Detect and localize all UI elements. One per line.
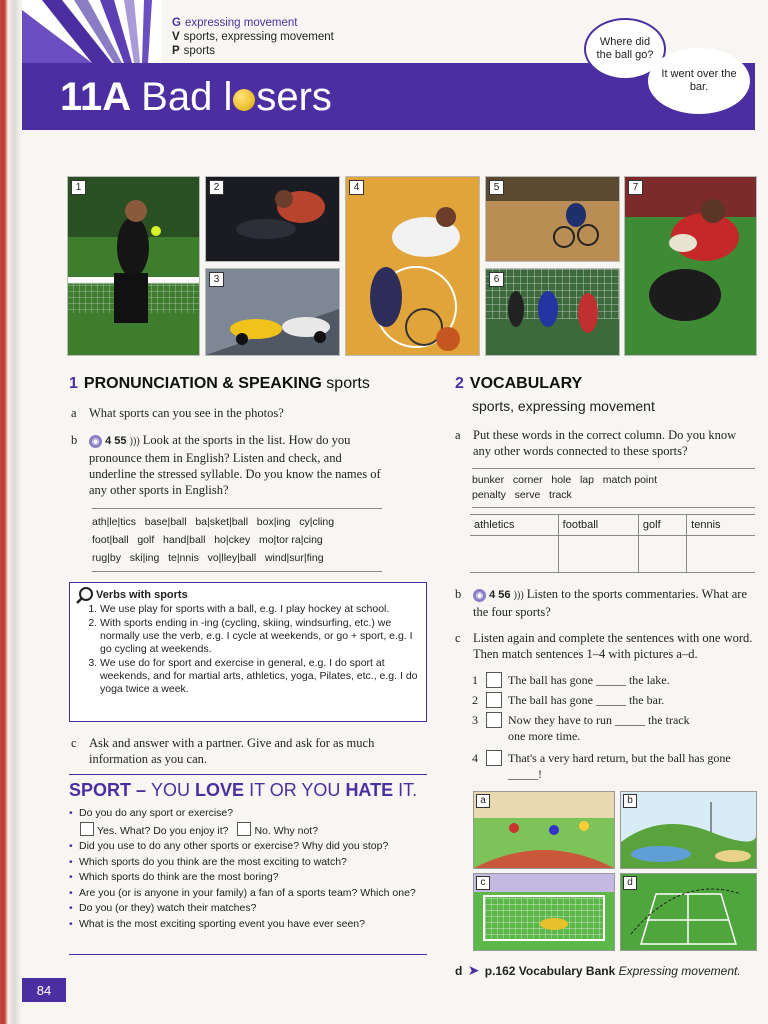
audio-icon: ◉ [89,435,102,448]
note-3: 3. We use do for sport and exercise in general, e.g. I do sport at weekends, and for martial arts, athletics, yoga, Pilates, etc., e.g. I do yoga twice a week. [100,657,420,696]
yes-checkbox[interactable] [80,822,94,836]
speaker-icon: ))) [513,590,524,601]
lesson-focus: G expressing movement V sports, expressing movement P sports [172,17,334,57]
sentence-3: 3 Now they have to run _____ the track one more time. [472,713,690,743]
speech-bubble-answer: It went over the bar. [648,48,750,114]
vocabulary-bank-reference[interactable]: d ➤ p.162 Vocabulary Bank Expressing movement. [455,962,741,978]
note-1: 1. We use play for sports with a ball, e.g. I play hockey at school. [100,603,420,616]
question-4: • Which sports do think are the most boring? [69,870,429,886]
photo-rugby: 7 [624,176,757,356]
audio-icon: ◉ [473,589,486,602]
photo-handball: 6 [485,268,620,356]
book-spine [0,0,22,1024]
column-football: football [558,515,638,536]
verbs-with-sports-box: Verbs with sports 1. We use play for sports with a ball, e.g. I play hockey at school. 2. With sports ending in -ing (cycling, skiing, windsurfing, etc.) we normally use the verb, e.g. I cycle at weekends, or go + sport, e.g. I go cycling at weekends. 3. We use do for sport and exercise in general, e.g. I do sport at weekends, and for martial arts, athletics, yoga, Pilates, etc., e.g. I do yoga twice a week. [69,582,427,722]
magnifier-icon [76,586,94,604]
photo-boxing: 2 [205,176,340,262]
exercise-1a: a What sports can you see in the photos? [71,406,284,420]
section-1-heading: 1 PRONUNCIATION & SPEAKING sports [69,375,370,392]
column-golf: golf [638,515,686,536]
tennis-ball-icon [233,89,255,111]
question-2: • Did you use to do any other sports or exercise? Why did you stop? [69,839,429,855]
question-6: • Do you (or they) watch their matches? [69,901,429,917]
sentence-1: 1 The ball has gone _____ the lake. [472,673,670,687]
sentence-2: 2 The ball has gone _____ the bar. [472,693,665,707]
exercise-1b: b ◉ 4 55 ))) Look at the sports in the list. How do you pronounce them in English? Listen and check, and underline the stressed syllable. Do you know the names of any other sports in English? [71,433,381,497]
photo-basketball: 4 [345,176,480,356]
exercise-2a: a Put these words in the correct column. Do you know any other words connected to these sports? [455,428,737,458]
divider [69,954,427,955]
sport-questions: • Do you do any sport or exercise? Yes. What? Do you enjoy it? No. Why not? • Did you use to do any other sports or exercise? Why did you stop? • Which sports do you think are the most exciting to watch? • Which sports do think are the most boring? • Are you (or is anyone in your family) a fan of a sports team? Which one? • Do you (or they) watch their matches? • What is the most exciting sporting event you have ever seen? [69,806,429,932]
sentence-4: 4 That's a very hard return, but the ball has gone _____! [472,751,731,781]
answer-cell[interactable] [687,536,755,573]
section-2-heading: 2 VOCABULARY [455,375,583,392]
column-tennis: tennis [687,515,755,536]
exercise-1c: c Ask and answer with a partner. Give and ask for as much information as you can. [71,736,375,766]
question-1: • Do you do any sport or exercise? [69,806,429,822]
answer-box[interactable] [486,750,502,766]
answer-cell[interactable] [470,536,558,573]
question-3: • Which sports do you think are the most exciting to watch? [69,855,429,871]
answer-box[interactable] [486,692,502,708]
header-burst-graphic [22,0,162,63]
note-2: 2. With sports ending in -ing (cycling, skiing, windsurfing, etc.) we normally use the verb, e.g. I cycle at weekends, or go + sport, e.g. I go cycling at weekends. [100,617,420,656]
picture-b-golf: b [620,791,757,869]
exercise-2c: c Listen again and complete the sentences with one word. Then match sentences 1–4 with pictures a–d. [455,631,753,661]
no-checkbox[interactable] [237,822,251,836]
answer-cell[interactable] [558,536,638,573]
speech-bubble-question: Where did the ball go? [584,18,666,80]
sports-word-list: ath|le|tics base|ball ba|sket|ball box|ing cy|cling foot|ball golf hand|ball ho|ckey mo|tor ra|cing rug|by ski|ing te|nnis vo|lley|ball wind|sur|fing [92,508,382,572]
answer-box[interactable] [486,672,502,688]
speaker-icon: ))) [129,436,140,447]
question-5: • Are you (or is anyone in your family) a fan of a sports team? Which one? [69,886,429,902]
sport-love-hate-title: SPORT – YOU LOVE IT OR YOU HATE IT. [69,780,418,800]
page-number: 84 [22,978,66,1002]
photo-motor-racing: 3 [205,268,340,356]
column-athletics: athletics [470,515,558,536]
answer-cell[interactable] [638,536,686,573]
exercise-2b: b ◉ 4 56 ))) Listen to the sports commentaries. What are the four sports? [455,587,747,619]
photo-cycling: 5 [485,176,620,262]
picture-c-football: c [473,873,615,951]
question-7: • What is the most exciting sporting event you have ever seen? [69,917,429,933]
section-2-subtitle: sports, expressing movement [472,398,655,414]
divider [69,774,427,775]
picture-d-tennis: d [620,873,757,951]
answer-box[interactable] [486,712,502,728]
vocabulary-word-list: bunker corner hole lap match point penalty serve track [472,468,755,508]
arrow-right-icon: ➤ [467,962,480,978]
sports-columns-table [470,514,755,573]
unit-code: 11A [60,75,132,119]
photo-tennis: 1 [67,176,200,356]
picture-a-athletics: a [473,791,615,869]
page-title: 11A Bad l sers [60,75,332,119]
